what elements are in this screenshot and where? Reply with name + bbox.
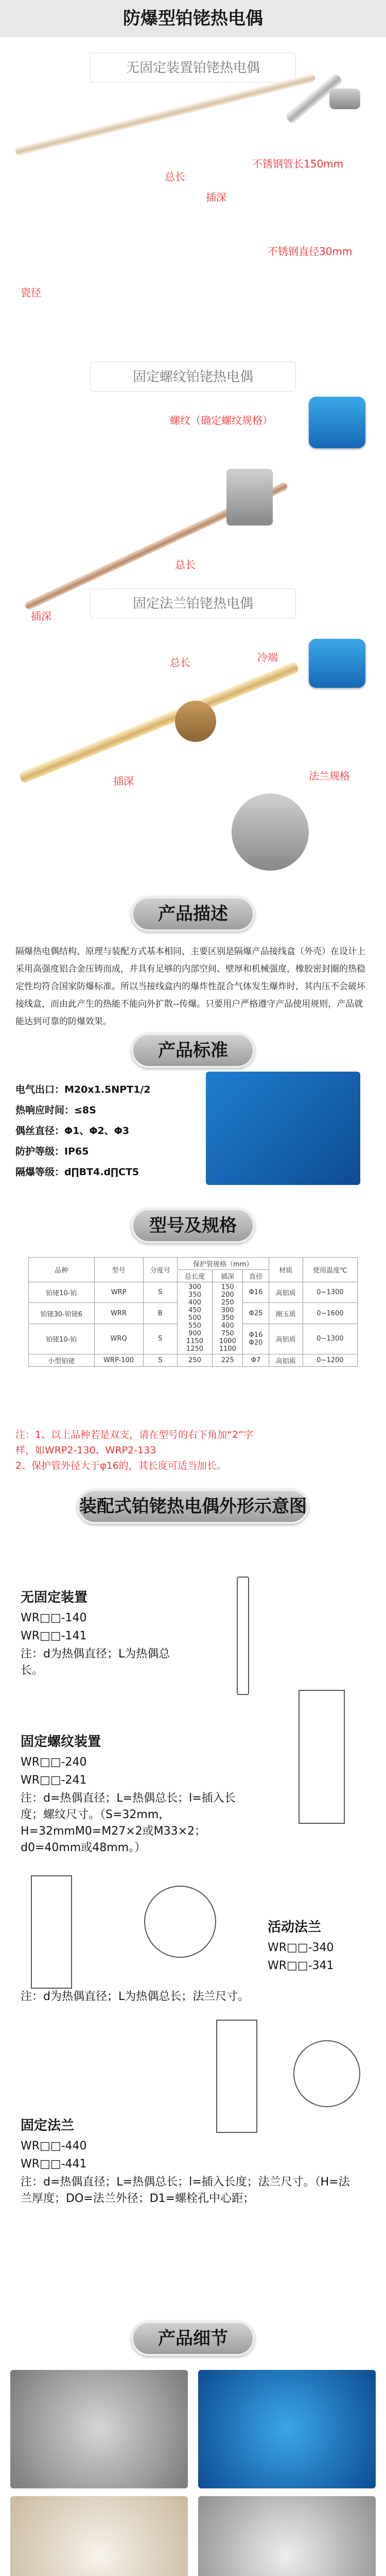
spec-row: 电气出口：M20x1.5NPT1/2 bbox=[15, 1084, 151, 1095]
thread-fitting bbox=[226, 469, 273, 526]
section-title: 无固定装置铂铑热电偶 bbox=[90, 53, 296, 82]
diagram-note: 注：d=热偶直径；L=热偶总长；l=插入长度；螺纹尺寸。（S=32mm，H=32mmM0=M27×2或M33×2；d0=40mm或48mm。） bbox=[21, 1792, 236, 1854]
drawing-movable-flange bbox=[31, 1875, 72, 1989]
label-steel-dia: 不锈钢直径30mm bbox=[268, 245, 353, 258]
model-code: WR□□-340 bbox=[268, 1941, 334, 1954]
note-line: 注：1、以上品种若是双支，请在型号的右下角加“2”字 bbox=[15, 1429, 253, 1440]
product-image-no-fix bbox=[0, 37, 386, 299]
detail-photo bbox=[10, 2496, 188, 2576]
note-line: 样，如WRP2-130、WRP2-133 bbox=[15, 1445, 156, 1456]
flange-plan-drawing bbox=[144, 1886, 216, 1958]
spec-table: 品种 型号 分度号 保护管规格（mm） 材质 使用温度℃ 总长度 插深 直径 铂铑10-铂 WRP S 300 350 400 450 500 550 900 1150 1250 150 200 250 300 350 400 750 1000 1100 Φ16 高铝质 0~1300 铂铑30-铂铑6 WRR B Φ25 刚玉质 0~1600 铂铑10-铂 WRQ S Φ16 Φ20 高铝质 0~1300 小型铂铑 WRP-100 S 250 225 Φ7 高铝质 0~1200 bbox=[28, 1257, 358, 1367]
diagram-title: 固定法兰 bbox=[21, 2118, 75, 2133]
drawing-thread bbox=[299, 1690, 345, 1824]
junction-head bbox=[309, 639, 365, 688]
spec-row: 偶丝直径：Φ1、Φ2、Φ3 bbox=[15, 1125, 130, 1137]
product-image-flange bbox=[0, 577, 386, 866]
flange-photo bbox=[232, 793, 309, 871]
label-total-length: 总长 bbox=[170, 656, 190, 669]
flange-disc bbox=[175, 701, 216, 742]
model-code: WR□□-141 bbox=[21, 1630, 87, 1642]
diagram-note: 注：d=热偶直径；L=热偶总长；l=插入长度；法兰尺寸。（H=法兰厚度；DO=法兰外径；D1=螺栓孔中心距； bbox=[21, 2176, 350, 2205]
spec-row: 热响应时间：≤8S bbox=[15, 1105, 96, 1116]
detail-photo bbox=[10, 2370, 188, 2488]
drawing-fixed-flange bbox=[216, 2020, 257, 2133]
model-code: WR□□-440 bbox=[21, 2140, 87, 2153]
table-row: 铂铑10-铂 WRQ S Φ16 Φ20 高铝质 0~1300 bbox=[29, 1324, 358, 1354]
diagram-title: 无固定装置 bbox=[21, 1590, 88, 1605]
section-heading: 型号及规格 bbox=[131, 1208, 255, 1243]
label-flange: 法兰规格 bbox=[309, 770, 350, 782]
table-row: 铂铑10-铂 WRP S 300 350 400 450 500 550 900 1150 1250 150 200 250 300 350 400 750 1000 1100 Φ16 高铝质 0~1300 bbox=[29, 1282, 358, 1303]
table-row: 小型铂铑 WRP-100 S 250 225 Φ7 高铝质 0~1200 bbox=[29, 1354, 358, 1367]
detail-photo bbox=[198, 2496, 376, 2576]
label-steel-tube: 不锈钢管长150mm bbox=[252, 158, 344, 170]
section-heading: 装配式铂铑热电偶外形示意图 bbox=[77, 1489, 309, 1524]
spec-row: 防护等级：IP65 bbox=[15, 1146, 89, 1157]
flange-plan-drawing bbox=[293, 2040, 360, 2107]
model-code: WR□□-140 bbox=[21, 1612, 87, 1624]
diagram-note: 注：d为热偶直径；L为热偶总长；法兰尺寸。 bbox=[21, 1990, 250, 2003]
note-line: 2、保护管外径大于φ16的，其长度可适当加长。 bbox=[15, 1460, 226, 1471]
diagram-note: 注：d为热偶直径；L为热偶总长。 bbox=[21, 1648, 170, 1677]
junction-head bbox=[309, 397, 365, 448]
section-title: 固定螺纹铂铑热电偶 bbox=[90, 362, 296, 392]
label-total-length: 总长 bbox=[165, 171, 185, 183]
table-row: 铂铑30-铂铑6 WRR B Φ25 刚玉质 0~1600 bbox=[29, 1303, 358, 1324]
diagram-title: 活动法兰 bbox=[268, 1920, 322, 1935]
junction-head bbox=[329, 89, 360, 109]
drawing-no-fix bbox=[237, 1577, 249, 1695]
label-insertion-depth: 插深 bbox=[113, 775, 134, 787]
section-heading: 产品描述 bbox=[131, 896, 255, 931]
label-cold-end: 冷端 bbox=[257, 651, 278, 664]
diagram-title: 固定螺纹装置 bbox=[21, 1734, 101, 1750]
label-total-length: 总长 bbox=[175, 558, 196, 571]
description-text: 隔爆热电偶结构、原理与装配方式基本相同，主要区别是隔爆产品接线盒（外壳）在设计上采用高强度铝合金压铸而成，并具有足够的内部空间、壁厚和机械强度，橡胶密封圈的热稳定性均符合国家防爆标准。所以当接线盒内的爆炸性混合气体发生爆炸时，其内压不会破坏接线盒，而由此产生的热能不能向外扩散--传爆。只要用户严格遵守产品使用规则，产品就能达到可靠的防爆效果。 bbox=[15, 946, 365, 1027]
label-insertion-depth: 插深 bbox=[31, 610, 51, 622]
label-insertion-depth: 插深 bbox=[206, 191, 226, 204]
spec-row: 隔爆等级：d∏BT4.d∏CT5 bbox=[15, 1166, 139, 1178]
model-code: WR□□-441 bbox=[21, 2158, 87, 2171]
label-thread: 螺纹（确定螺纹规格） bbox=[170, 414, 273, 427]
detail-photo bbox=[198, 2370, 376, 2488]
section-heading: 产品细节 bbox=[131, 2321, 255, 2356]
standard-photo bbox=[206, 1072, 360, 1185]
probe-rod bbox=[19, 662, 300, 784]
model-code: WR□□-241 bbox=[21, 1774, 87, 1787]
label-porcelain: 瓷径 bbox=[21, 286, 41, 299]
section-title: 固定法兰铂铑热电偶 bbox=[90, 588, 296, 618]
page-title: 防爆型铂铑热电偶 bbox=[0, 0, 386, 37]
model-code: WR□□-240 bbox=[21, 1756, 87, 1769]
section-heading: 产品标准 bbox=[131, 1033, 255, 1068]
model-code: WR□□-341 bbox=[268, 1959, 334, 1972]
probe-rod bbox=[14, 73, 316, 156]
